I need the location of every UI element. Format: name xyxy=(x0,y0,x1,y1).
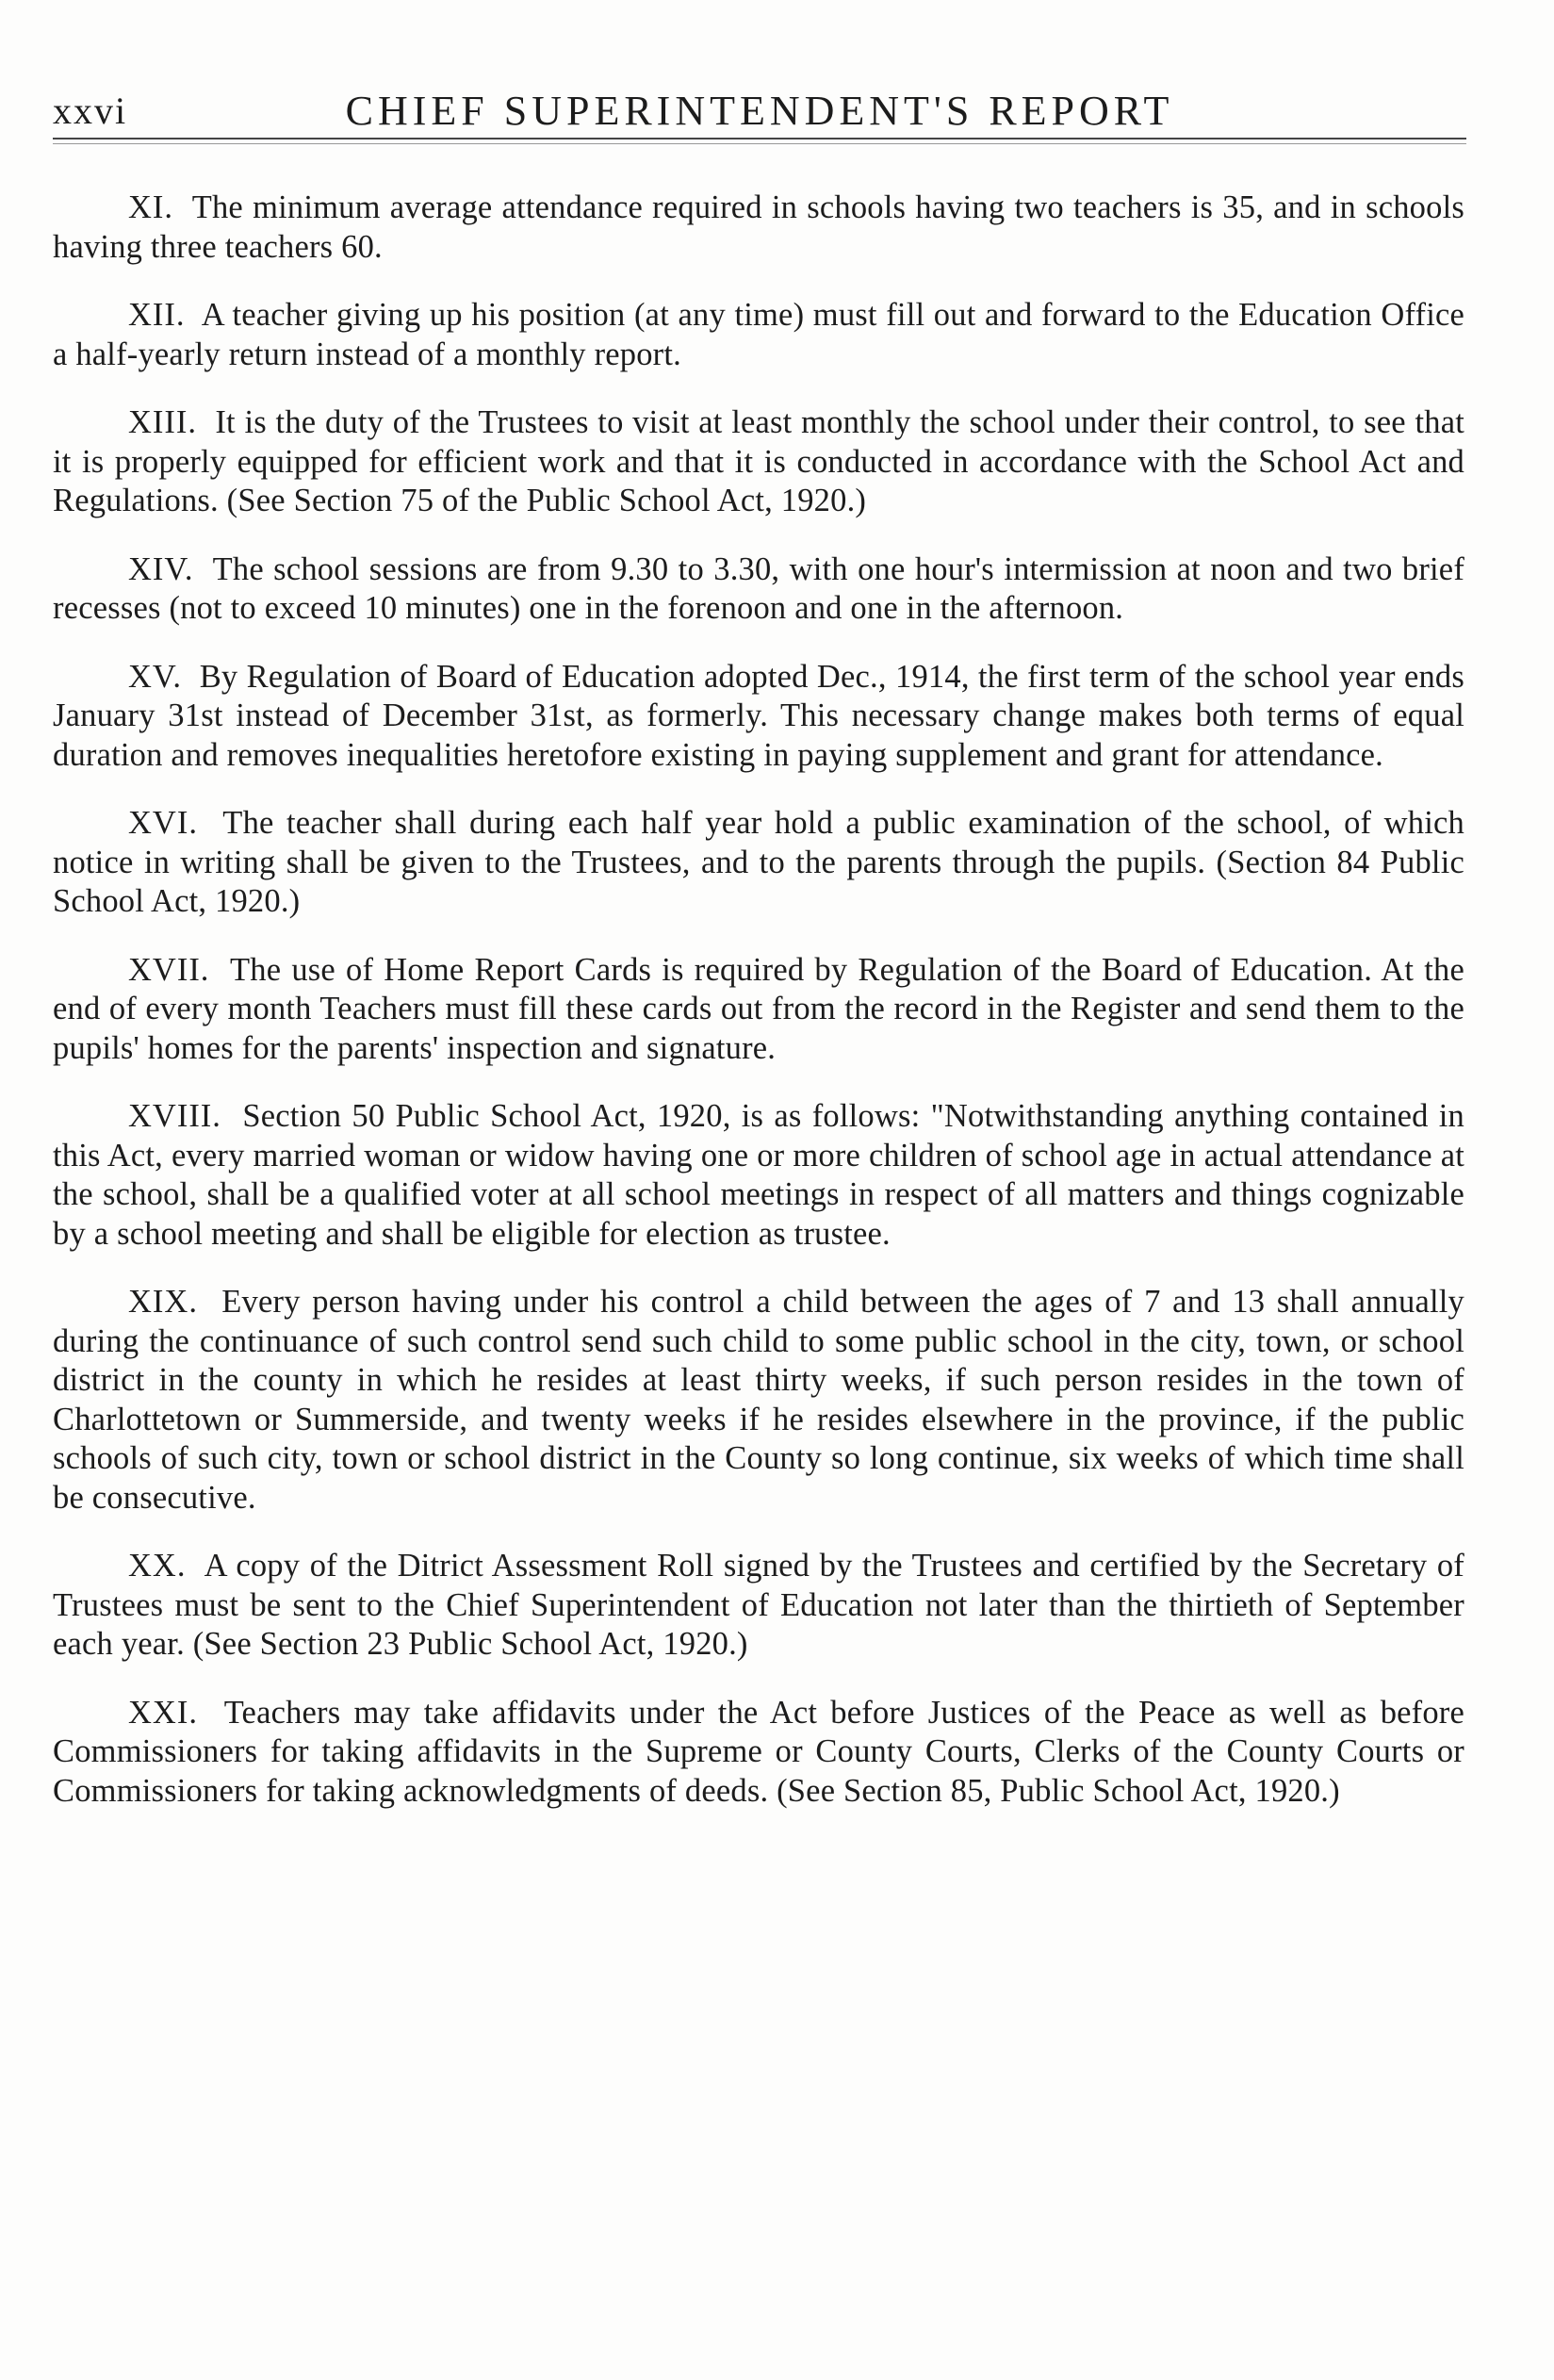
page-number: xxvi xyxy=(53,90,128,132)
paragraph-text: The teacher shall during each half year hold a public examination of the school, of which notice in writing shall be given to the Trustees, and to the parents through the pupils. (Section 84 Public School Act, 1920.) xyxy=(53,805,1464,919)
paragraph-xii xyxy=(53,296,1464,374)
paragraph-text: A teacher giving up his position (at any time) must fill out and forward to the Education Office a half-yearly return instead of a monthly report. xyxy=(53,297,1465,372)
paragraph-numeral: XIII. xyxy=(128,404,198,440)
page-header xyxy=(53,83,1466,140)
paragraph-numeral: XVIII. xyxy=(128,1098,221,1134)
paragraph-xxi xyxy=(53,1694,1464,1812)
paragraph-numeral: XVI. xyxy=(128,805,198,841)
paragraph-xx xyxy=(53,1547,1464,1665)
paragraph-text: A copy of the Ditrict Assessment Roll signed by the Trustees and certified by the Secretary of Trustees must be sent to the Chief Superintendent of Education not later than the thirtieth of September each year. (See Section 23 Public School Act, 1920.) xyxy=(53,1548,1464,1662)
header-rule xyxy=(53,138,1466,140)
running-head: CHIEF SUPERINTENDENT'S REPORT xyxy=(345,88,1174,134)
paragraph-numeral: XII. xyxy=(128,297,186,333)
paragraph-xvii xyxy=(53,951,1464,1069)
paragraph-xix xyxy=(53,1283,1464,1518)
paragraph-numeral: XIX. xyxy=(128,1284,198,1320)
paragraph-text: It is the duty of the Trustees to visit at least monthly the school under their control, to see that it is properly equipped for efficient work and that it is conducted in accordance with the School Act and Regulations. (See Section 75 of the Public School Act, 1920.) xyxy=(53,404,1464,518)
paragraph-xi xyxy=(53,189,1464,267)
document-body xyxy=(53,189,1464,1840)
paragraph-text: Every person having under his control a child between the ages of 7 and 13 shall annually during the continuance of such control send such child to some public school in the city, town, or school district in the county in which he resides at least thirty weeks, if such person resides in the town of Charlottetown or Summerside, and twenty weeks if he resides elsewhere in the province, if the public schools of such city, town or school district in the County so long continue, six weeks of which time shall be consecutive. xyxy=(53,1284,1464,1516)
paragraph-numeral: XV. xyxy=(128,658,183,695)
paragraph-text: The minimum average attendance required in schools having two teachers is 35, and in schools having three teachers 60. xyxy=(53,189,1464,265)
paragraph-text: Teachers may take affidavits under the Act before Justices of the Peace as well as before Commissioners for taking affidavits in the Supreme or County Courts, Clerks of the County Courts or Commissioners for taking acknowledgments of deeds. (See Section 85, Public School Act, 1920.) xyxy=(53,1694,1464,1809)
paragraph-xiii xyxy=(53,403,1464,521)
paragraph-text: By Regulation of Board of Education adopted Dec., 1914, the first term of the school year ends January 31st instead of December 31st, as formerly. This necessary change makes both terms of equal duration and removes inequalities heretofore existing in paying supplement and grant for attendance. xyxy=(53,658,1465,773)
paragraph-numeral: XVII. xyxy=(128,951,210,988)
paragraph-xv xyxy=(53,658,1464,776)
paragraph-text: The use of Home Report Cards is required by Regulation of the Board of Education. At the end of every month Teachers must fill these cards out from the record in the Register and send them to the pupils' homes for the parents' inspection and signature. xyxy=(53,951,1465,1066)
paragraph-xviii xyxy=(53,1097,1464,1254)
paragraph-numeral: XX. xyxy=(128,1548,187,1584)
paragraph-numeral: XIV. xyxy=(128,550,194,587)
paragraph-xiv xyxy=(53,550,1464,629)
header-rule-secondary xyxy=(53,143,1466,144)
paragraph-xvi xyxy=(53,804,1464,922)
paragraph-text: The school sessions are from 9.30 to 3.30, with one hour's intermission at noon and two brief recesses (not to exceed 10 minutes) one in the forenoon and one in the afternoon. xyxy=(53,550,1465,626)
paragraph-text: Section 50 Public School Act, 1920, is as follows: "Notwithstanding anything contained in this Act, every married woman or widow having one or more children of school age in actual attendance at the school, shall be a qualified voter at all school meetings in respect of all matters and things cognizable by a school meeting and shall be eligible for election as trustee. xyxy=(53,1098,1464,1252)
paragraph-numeral: XI. xyxy=(128,189,174,225)
paragraph-numeral: XXI. xyxy=(128,1694,198,1731)
